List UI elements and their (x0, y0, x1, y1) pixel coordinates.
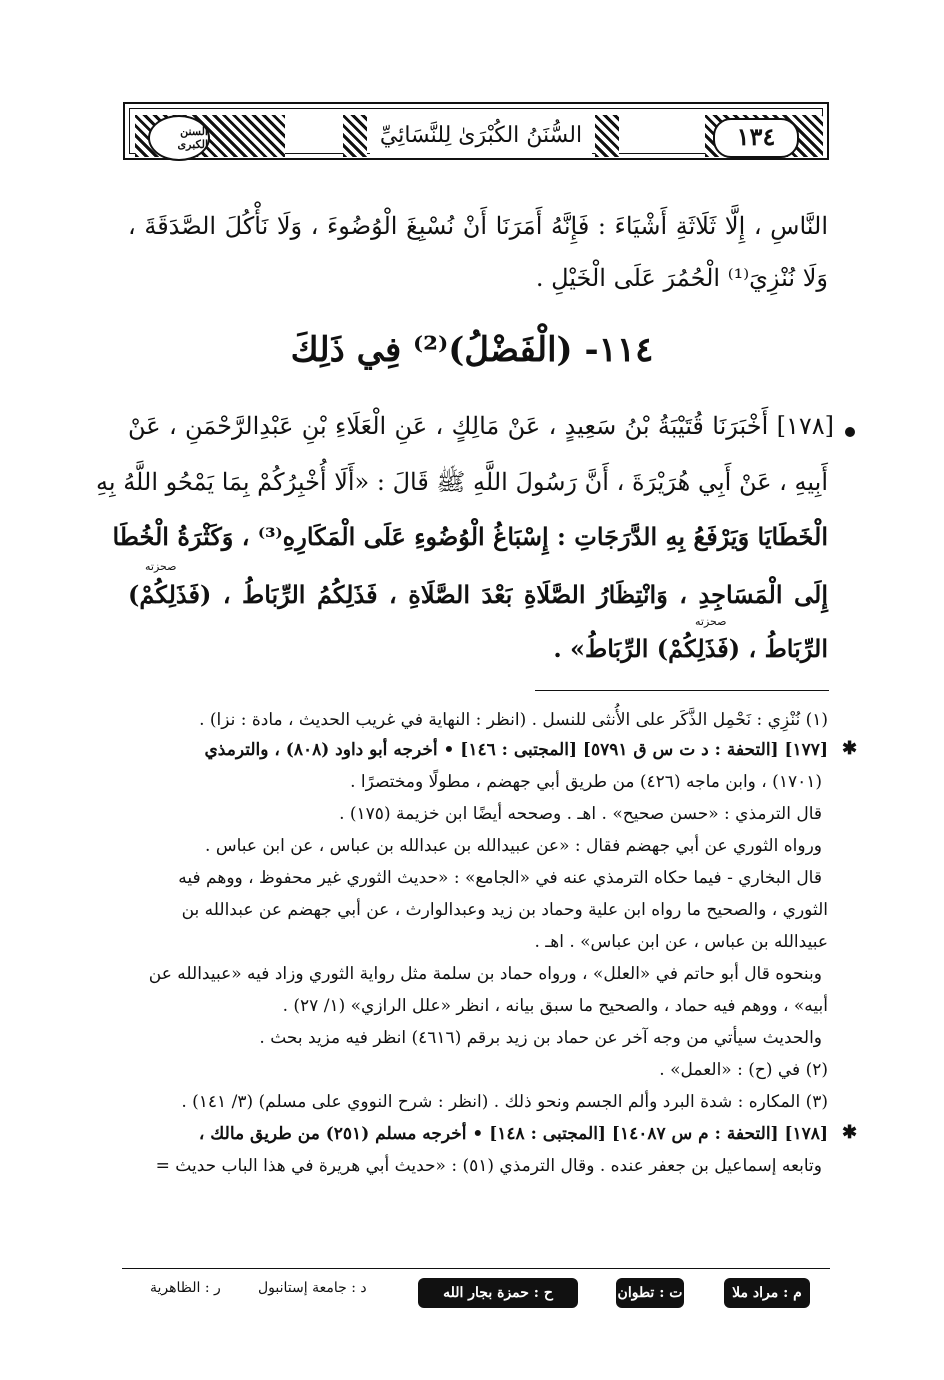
star-icon: ✱ (842, 1122, 858, 1143)
text-line: وَلَا نُنْزِيَ⁽¹⁾ الْحُمُرَ عَلَى الْخَيْلِ . (535, 264, 828, 292)
footnote-line: قال الترمذي : «حسن صحيح» . اهـ . وصححه أيضًا ابن خزيمة (١٧٥) . (339, 804, 822, 824)
footnote-line: (١) نُنْزِي : نَحْمِل الذَّكَر على الأُنثى للنسل . (انظر : النهاية في غريب الحديث ، مادة : نزا) . (199, 710, 828, 730)
book-logo: السنن الكبرى (148, 115, 210, 161)
footnote-line: عبيدالله بن عباس ، عن ابن عباس» . اهـ . (534, 932, 828, 952)
footnote-line: ورواه الثوري عن أبي جهضم فقال : «عن عبيدالله بن عبدالله بن عباس ، عن ابن عباس . (205, 836, 822, 856)
running-title: السُّنَنُ الكُبْرَىٰ لِلنَّسَائِيِّ (370, 117, 592, 155)
footnote-line: قال البخاري - فيما حكاه الترمذي عنه في «الجامع» : «حديث الثوري غير محفوظ ، ووهم فيه (178, 868, 822, 888)
header-ornament-mid-right (595, 115, 619, 157)
footnote-line: (١٧٠١) ، وابن ماجه (٤٢٦) من طريق أبي جهضم ، مطولًا ومختصرًا . (350, 772, 822, 792)
footnote-line: (٣) المكاره : شدة البرد وألم الجسم ونحو ذلك . (انظر : شرح النووي على مسلم) (٣/ ١٤١) . (181, 1092, 828, 1112)
footnote-divider (535, 690, 829, 691)
chapter-title: ١١٤- (الْفَضْلُ)⁽²⁾ فِي ذَلِكَ (290, 330, 654, 370)
footer-divider (122, 1268, 830, 1269)
footnote-line: (٢) في (ح) : «العمل» . (659, 1060, 828, 1080)
margin-note: صحزته (145, 560, 177, 573)
text-line: النَّاسِ ، إِلَّا ثَلَاثَةِ أَشْيَاءَ : فَإِنَّهُ أَمَرَنَا أَنْ نُسْبِغَ الْوُضُوءَ ، وَلَا نَأْكُلَ الصَّدَقَةَ ، (128, 212, 828, 240)
page-number: ١٣٤ (713, 118, 799, 158)
manuscript-badge: م : مراد ملا (724, 1278, 810, 1308)
manuscript-source: ر : الظاهرية (150, 1280, 221, 1296)
header-frame (129, 108, 823, 154)
footnote-line: [١٧٨] [التحفة : م س ١٤٠٨٧] [المجتبى : ١٤٨] • أخرجه مسلم (٢٥١) من طريق مالك ، (198, 1124, 828, 1144)
manuscript-badge: ح : حمزة بجار الله (418, 1278, 578, 1308)
manuscript-badge: ت : تطوان (616, 1278, 684, 1308)
footnote-line: أبيه» ، ووهم فيه حماد ، والصحيح ما سبق بيانه ، انظر «علل الرازي» (١/ ٢٧) . (282, 996, 828, 1016)
footnote-line: والحديث سيأتي من وجه آخر عن حماد بن زيد برقم (٤٦١٦) انظر فيه مزيد بحث . (259, 1028, 822, 1048)
page-header (123, 102, 829, 160)
margin-note: صحزته (695, 615, 727, 628)
hadith-line: الْخَطَايَا وَيَرْفَعُ بِهِ الدَّرَجَاتِ : إِسْبَاغُ الْوُضُوءِ عَلَى الْمَكَارِهِ⁽³⁾ ، وَكَثْرَةُ الْخُطَا (112, 522, 828, 551)
bullet-icon (845, 427, 855, 437)
star-icon: ✱ (842, 738, 858, 759)
hadith-line: الرِّبَاطُ ، (فَذَلِكُمْ) الرِّبَاطُ» . (553, 634, 828, 663)
hadith-line: [١٧٨] أَخْبَرَنَا قُتَيْبَةُ بْنُ سَعِيدٍ ، عَنْ مَالِكٍ ، عَنِ الْعَلَاءِ بْنِ عَبْدِالرَّحْمَنِ ، عَنْ (128, 412, 834, 440)
footnote-line: وبنحوه قال أبو حاتم في «العلل» ، ورواه حماد بن سلمة مثل رواية الثوري وزاد فيه «عبيدالله عن (148, 964, 822, 984)
manuscript-source: د : جامعة إستانبول (258, 1280, 367, 1296)
hadith-line: إِلَى الْمَسَاجِدِ ، وَانْتِظَارُ الصَّلَاةِ بَعْدَ الصَّلَاةِ ، فَذَلِكُمُ الرِّبَاطُ ، (فَذَلِكُمْ) (128, 580, 828, 609)
footnote-line: الثوري ، والصحيح ما رواه ابن علية وحماد بن زيد وعبدالوارث ، عن أبي جهضم عن عبدالله بن (181, 900, 828, 920)
footnote-line: [١٧٧] [التحفة : د ت س ق ٥٧٩١] [المجتبى : ١٤٦] • أخرجه أبو داود (٨٠٨) ، والترمذي (204, 740, 828, 760)
header-ornament-mid-left (343, 115, 367, 157)
hadith-line: أَبِيهِ ، عَنْ أَبِي هُرَيْرَةَ ، أَنَّ رَسُولَ اللَّهِ ﷺ قَالَ : «أَلَا أُخْبِرُكُمْ بِمَا يَمْحُو اللَّهُ بِهِ (96, 468, 828, 496)
footnote-line: وتابعه إسماعيل بن جعفر عنده . وقال الترمذي (٥١) : «حديث أبي هريرة في هذا الباب حديث = (155, 1156, 822, 1176)
